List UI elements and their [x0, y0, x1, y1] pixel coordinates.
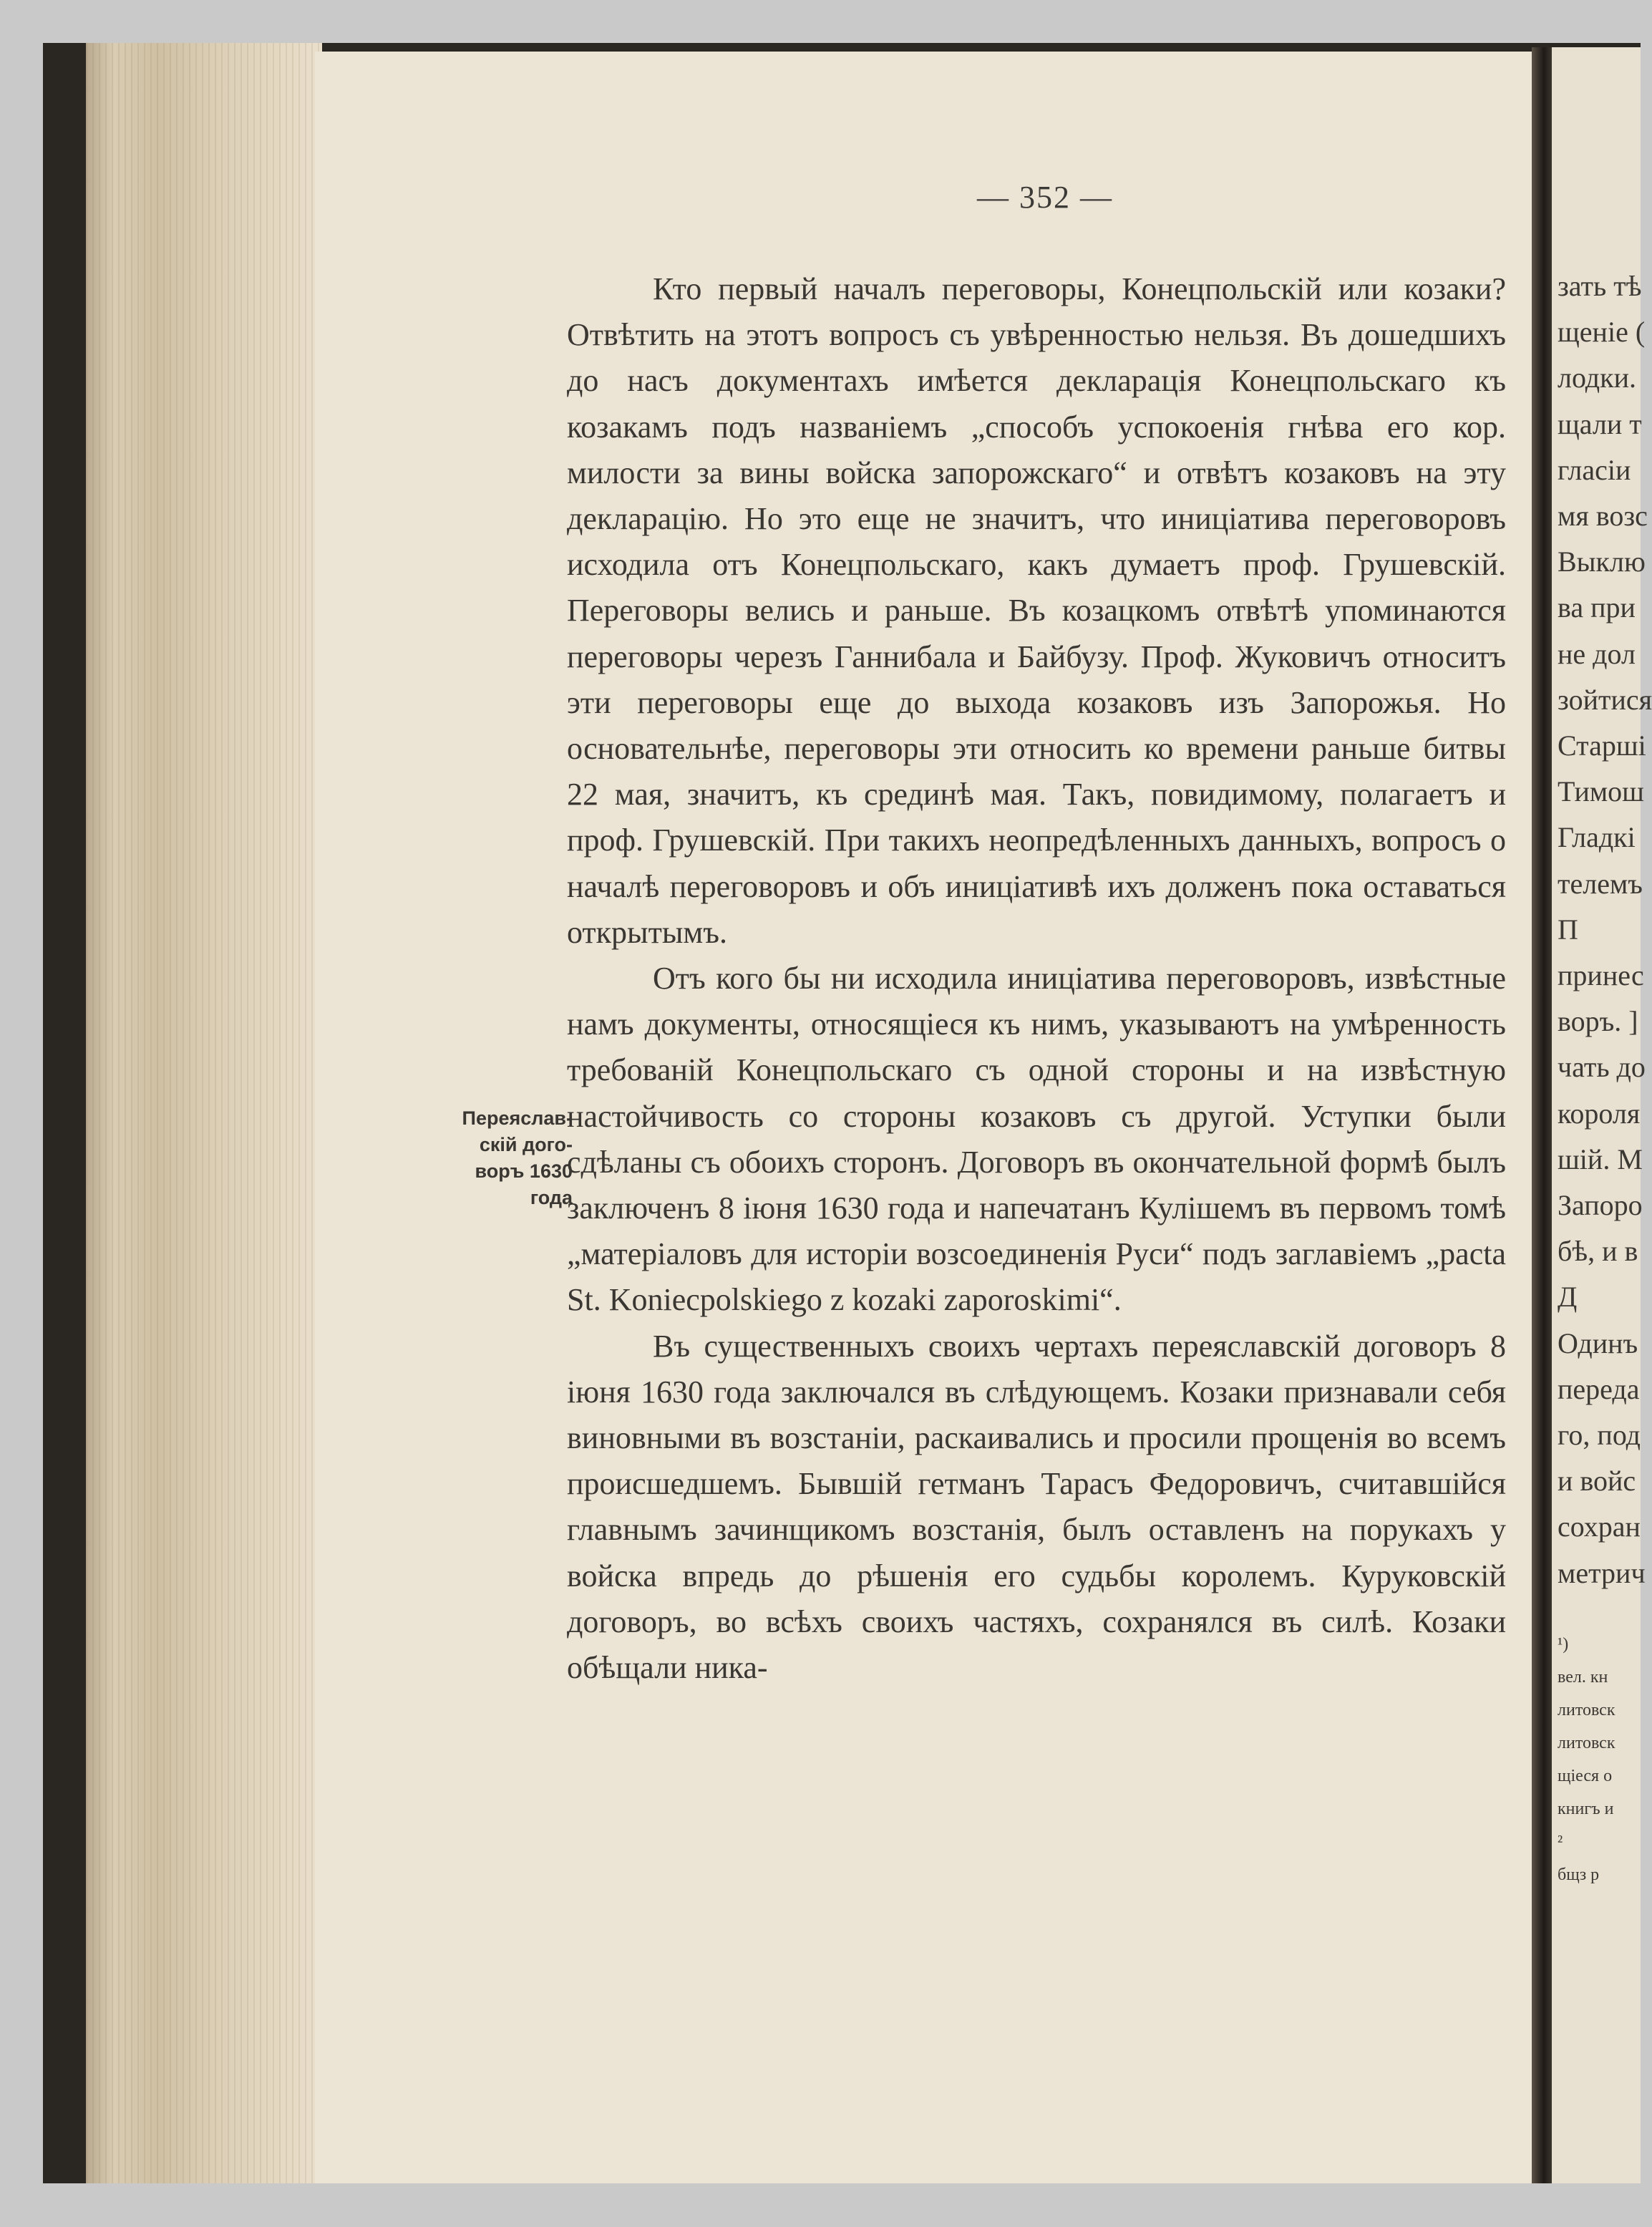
right-page-line: Д — [1558, 1281, 1578, 1314]
right-page-line: Тимош — [1558, 775, 1644, 808]
right-page-line: бѣ, и в — [1558, 1235, 1638, 1268]
right-page-line: литовск — [1558, 1700, 1615, 1719]
paragraph: Кто первый началъ переговоры, Конецпольскій или козаки? Отвѣтить на этотъ вопросъ съ увѣренностью нельзя. Въ дошедшихъ до насъ документахъ имѣется декларація Конецпольскаго къ козакамъ подъ названіемъ „способъ успокоенія гнѣва его кор. милости за вины войска запорожскаго“ и отвѣтъ козаковъ на эту декларацію. Но это еще не значитъ, что иниціатива переговоровъ исходила отъ Конецпольскаго, какъ думаетъ проф. Грушевскій. Переговоры велись и раньше. Въ козацкомъ отвѣтѣ упоминаются переговоры черезъ Ганнибала и Байбузу. Проф. Жуковичъ относитъ эти переговоры еще до выхода козаковъ изъ Запорожья. Но основательнѣе, переговоры эти относить ко времени раньше битвы 22 мая, значитъ, къ срединѣ мая. Такъ, повидимому, полагаетъ и проф. Грушевскій. При такихъ неопредѣленныхъ данныхъ, вопросъ о началѣ переговоровъ и объ иниціативѣ ихъ долженъ пока оставаться открытымъ. — [567, 271, 1506, 950]
right-page-line: ¹) — [1558, 1634, 1569, 1654]
right-page-line: Запоро — [1558, 1189, 1643, 1221]
right-page-line: Выклю — [1558, 545, 1646, 578]
right-page-line: короля — [1558, 1097, 1641, 1130]
right-page-line: бщз р — [1558, 1865, 1600, 1884]
right-page-line: зойтися — [1558, 683, 1652, 716]
page-number: — 352 — — [977, 180, 1113, 215]
right-page-line: щали т — [1558, 407, 1642, 440]
right-page-line: мя возс — [1558, 500, 1648, 532]
paragraph: Отъ кого бы ни исходила иниціатива переговоровъ, извѣстные намъ документы, относящіеся къ нимъ, указываютъ на умѣренность требованій Конецпольскаго съ одной стороны и на извѣстную настойчивость со стороны козаковъ съ другой. Уступки были сдѣланы съ обоихъ сторонъ. Договоръ въ окончательной формѣ былъ заключенъ 8 іюня 1630 года и напечатанъ Кулішемъ въ первомъ томѣ „матеріаловъ для исторіи возсоединенія Руси“ подъ заглавіемъ „pacta St. Koniecpolskiego z kozaki zaporoskimi“. — [567, 961, 1506, 1318]
right-page-line: принес — [1558, 959, 1644, 991]
right-page-fragment — [1552, 47, 1652, 2183]
right-page-line: го, под — [1558, 1419, 1641, 1451]
right-page-line: чать до — [1558, 1051, 1646, 1084]
right-page-line: Одинъ — [1558, 1326, 1638, 1359]
right-page-line: Старші — [1558, 729, 1646, 762]
right-page-line: щіеся о — [1558, 1766, 1613, 1785]
right-page-line: ва при — [1558, 591, 1636, 624]
margin-note-line: воръ 1630 — [475, 1160, 573, 1182]
right-page-line: П — [1558, 913, 1578, 946]
margin-note-line: Переяслав- — [462, 1107, 573, 1129]
right-page-line: переда — [1558, 1372, 1640, 1405]
right-page-line: воръ. ] — [1558, 1005, 1638, 1038]
right-page-line: не дол — [1558, 637, 1636, 670]
right-page-line: телемъ — [1558, 867, 1643, 900]
right-page-line: вел. кн — [1558, 1667, 1608, 1687]
body-text — [567, 266, 1506, 1691]
right-page-line: книгъ и — [1558, 1799, 1614, 1818]
right-page-line: зать тѣ — [1558, 270, 1642, 302]
margin-note-line: года — [530, 1187, 573, 1208]
book-gutter — [1532, 47, 1552, 2183]
book-page-edges — [86, 43, 322, 2183]
right-page-line: метрич — [1558, 1556, 1646, 1589]
right-page-line: шій. М — [1558, 1142, 1643, 1175]
right-page-line: сохран — [1558, 1510, 1641, 1543]
margin-note-line: скій дого- — [479, 1134, 573, 1155]
right-page-line: лодки. — [1558, 362, 1636, 394]
right-page-line: щеніе ( — [1558, 316, 1646, 349]
right-page-line: литовск — [1558, 1733, 1615, 1752]
margin-note — [429, 1105, 573, 1211]
right-page-line: ² — [1558, 1832, 1563, 1851]
right-page-line: Гладкі — [1558, 821, 1636, 854]
paragraph: Въ существенныхъ своихъ чертахъ переяславскій договоръ 8 іюня 1630 года заключался въ слѣдующемъ. Козаки признавали себя виновными въ возстаніи, раскаивались и просили прощенія во всемъ происшедшемъ. Бывшій гетманъ Тарасъ Федоровичъ, считавшійся главнымъ зачинщикомъ возстанія, былъ оставленъ на порукахъ у войска впредь до рѣшенія его судьбы королемъ. Куруковскій договоръ, во всѣхъ своихъ частяхъ, сохранялся въ силѣ. Козаки обѣщали ника- — [567, 1328, 1506, 1686]
right-page-line: и войс — [1558, 1465, 1636, 1498]
bottom-margin — [0, 2183, 1641, 2227]
right-page-line: гласіи — [1558, 453, 1631, 486]
